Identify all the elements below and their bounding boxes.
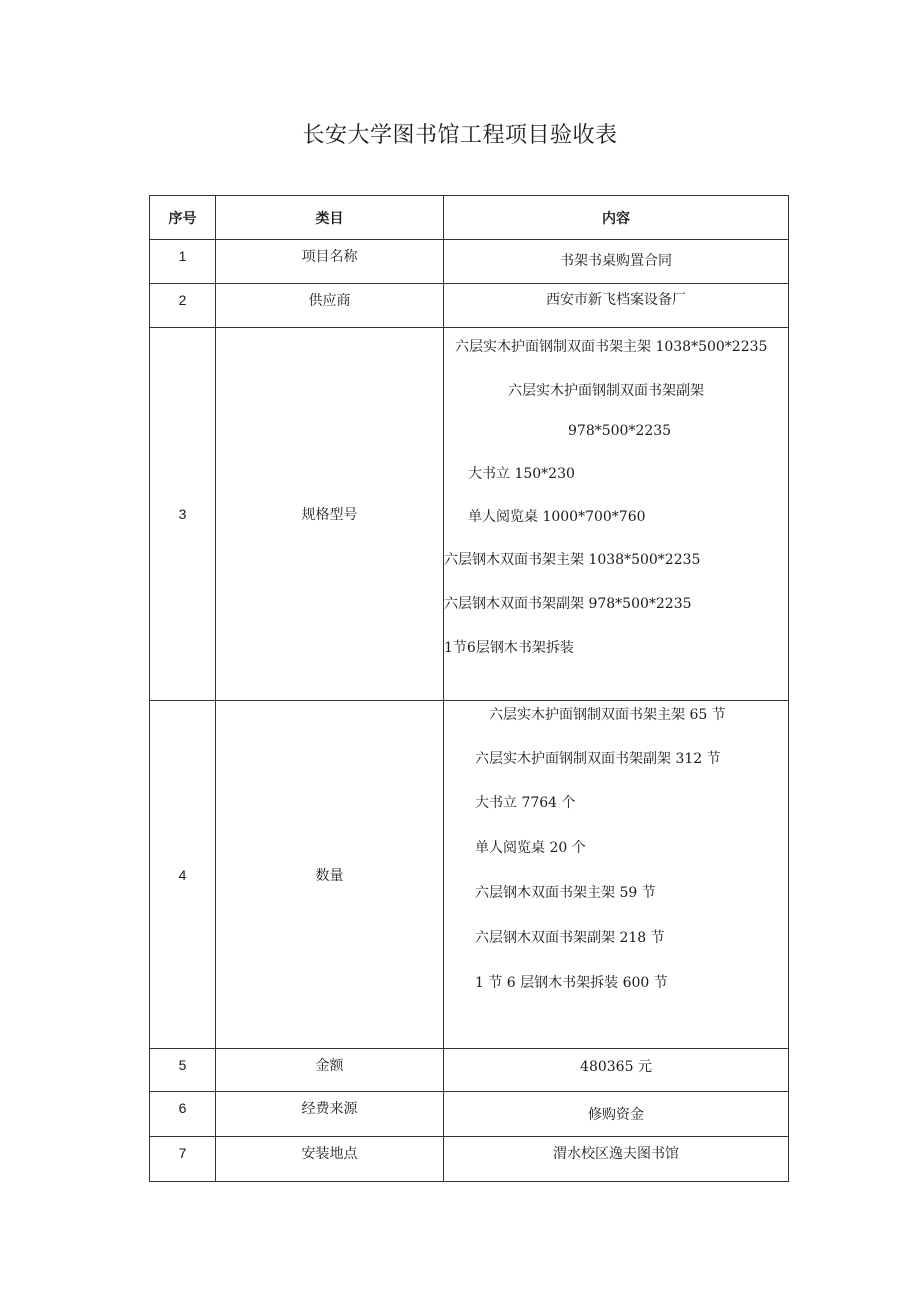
header-seq: 序号 [150, 196, 216, 240]
quantity-line: 单人阅览桌 20 个 [475, 840, 586, 856]
quantity-line: 六层钢木双面书架主架 59 节 [475, 885, 656, 901]
spec-content-cell [444, 328, 789, 701]
row-seq: 7 [150, 1137, 216, 1182]
quantity-line: 六层钢木双面书架副架 218 节 [475, 930, 665, 946]
quantity-content-cell [444, 701, 789, 1049]
table-row [150, 240, 789, 284]
row-content: 修购资金 [444, 1092, 789, 1137]
spec-line: 六层钢木双面书架副架 978*500*2235 [444, 596, 692, 612]
acceptance-table [149, 195, 789, 1182]
header-category: 类目 [216, 196, 444, 240]
quantity-line: 大书立 7764 个 [475, 795, 576, 811]
row-category: 经费来源 [216, 1092, 444, 1137]
quantity-line: 1 节 6 层钢木书架拆装 600 节 [475, 975, 668, 991]
row-category: 金额 [216, 1049, 444, 1092]
quantity-line: 六层实木护面钢制双面书架副架 312 节 [475, 751, 721, 767]
row-seq: 5 [150, 1049, 216, 1092]
document-title: 长安大学图书馆工程项目验收表 [302, 123, 618, 148]
row-content: 480365 元 [444, 1049, 789, 1092]
row-category: 数量 [216, 701, 444, 1049]
quantity-line: 六层实木护面钢制双面书架主架 65 节 [489, 707, 726, 723]
row-seq: 4 [150, 701, 216, 1049]
table-header-row [150, 196, 789, 240]
spec-line: 六层钢木双面书架主架 1038*500*2235 [444, 552, 701, 568]
table-row [150, 328, 789, 701]
row-category: 安装地点 [216, 1137, 444, 1182]
spec-line: 六层实木护面钢制双面书架主架 1038*500*2235 [455, 339, 768, 355]
spec-line: 1节6层钢木书架拆装 [444, 640, 574, 656]
row-content: 西安市新飞档案设备厂 [444, 284, 789, 328]
spec-line: 大书立 150*230 [468, 466, 575, 482]
table-row [150, 1049, 789, 1092]
table-row [150, 284, 789, 328]
spec-line: 978*500*2235 [568, 423, 672, 439]
row-category: 项目名称 [216, 240, 444, 284]
row-category: 规格型号 [216, 328, 444, 701]
row-content: 渭水校区逸夫图书馆 [444, 1137, 789, 1182]
row-seq: 2 [150, 284, 216, 328]
row-seq: 6 [150, 1092, 216, 1137]
header-content: 内容 [444, 196, 789, 240]
row-content: 书架书桌购置合同 [444, 240, 789, 284]
table-row [150, 701, 789, 1049]
spec-line: 单人阅览桌 1000*700*760 [468, 509, 646, 525]
table-row [150, 1137, 789, 1182]
row-category: 供应商 [216, 284, 444, 328]
spec-line: 六层实木护面钢制双面书架副架 [508, 383, 704, 399]
row-seq: 3 [150, 328, 216, 701]
table-row [150, 1092, 789, 1137]
row-seq: 1 [150, 240, 216, 284]
